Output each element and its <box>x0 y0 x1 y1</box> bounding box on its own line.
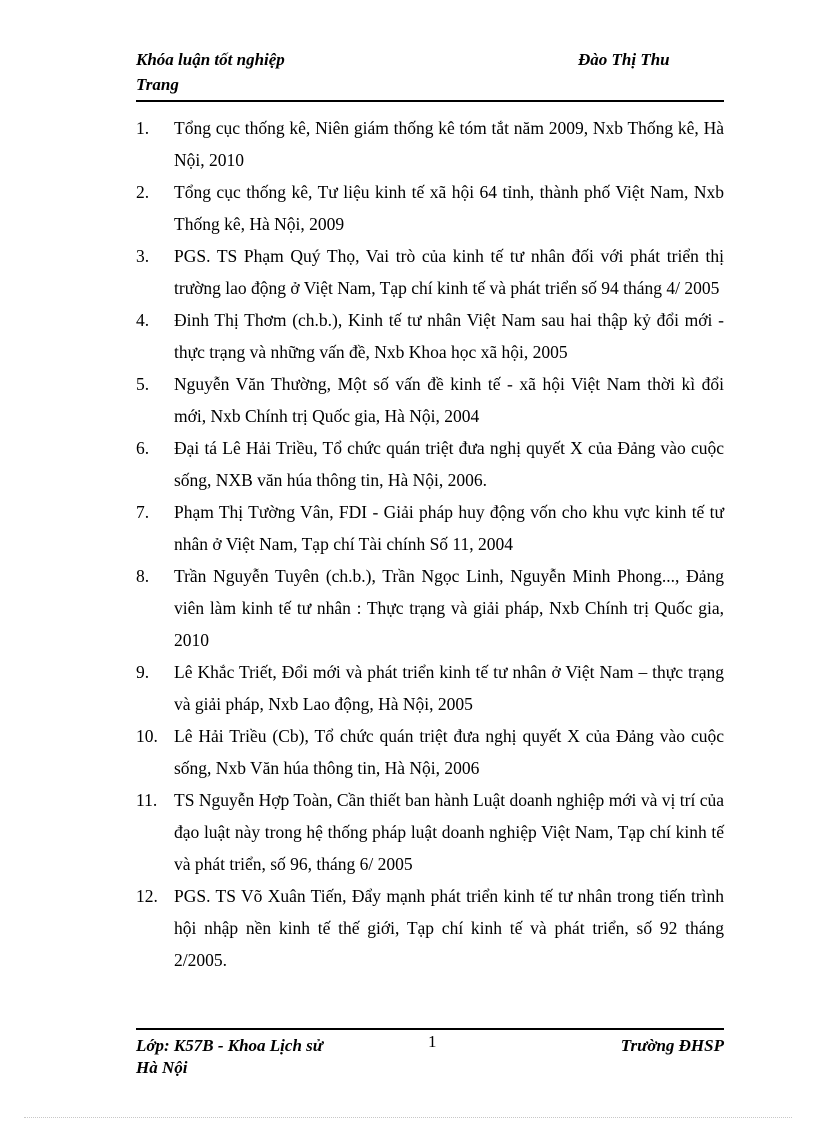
reference-number: 5. <box>136 374 150 394</box>
reference-number: 6. <box>136 438 150 458</box>
reference-text: Nguyễn Văn Thường, Một số vấn đề kinh tế - xã hội Việt Nam thời kì đổi mới, Nxb Chính trị Quốc gia, Hà Nội, 2004 <box>174 374 724 426</box>
reference-number: 8. <box>136 566 150 586</box>
reference-text: PGS. TS Võ Xuân Tiến, Đẩy mạnh phát triển kinh tế tư nhân trong tiến trình hội nhập nền kinh tế thế giới, Tạp chí kinh tế và phát triển, số 92 tháng 2/2005. <box>174 886 724 970</box>
reference-text: Trần Nguyễn Tuyên (ch.b.), Trần Ngọc Linh, Nguyễn Minh Phong..., Đảng viên làm kinh tế tư nhân : Thực trạng và giải pháp, Nxb Chính trị Quốc gia, 2010 <box>174 566 724 650</box>
reference-text: Tổng cục thống kê, Tư liệu kinh tế xã hội 64 tỉnh, thành phố Việt Nam, Nxb Thống kê, Hà Nội, 2009 <box>174 182 724 234</box>
reference-text: Phạm Thị Tường Vân, FDI - Giải pháp huy động vốn cho khu vực kinh tế tư nhân ở Việt Nam, Tạp chí Tài chính Số 11, 2004 <box>174 502 724 554</box>
reference-text: Tổng cục thống kê, Niên giám thống kê tóm tắt năm 2009, Nxb Thống kê, Hà Nội, 2010 <box>174 118 724 170</box>
reference-number: 10. <box>136 726 158 746</box>
reference-text: PGS. TS Phạm Quý Thọ, Vai trò của kinh tế tư nhân đối với phát triển thị trường lao động ở Việt Nam, Tạp chí kinh tế và phát triển số 94 tháng 4/ 2005 <box>174 246 724 298</box>
reference-item <box>136 656 724 720</box>
page-number: 1 <box>428 1032 437 1051</box>
footer-school-label: Trường ĐHSP <box>620 1036 724 1055</box>
reference-item <box>136 720 724 784</box>
reference-item <box>136 432 724 496</box>
footer-city-label: Hà Nội <box>136 1058 188 1077</box>
header-page-label: Trang <box>136 75 179 94</box>
reference-text: TS Nguyễn Hợp Toàn, Cần thiết ban hành Luật doanh nghiệp mới và vị trí của đạo luật này trong hệ thống pháp luật doanh nghiệp Việt Nam, Tạp chí kinh tế và phát triển, số 96, tháng 6/ 2005 <box>174 790 724 874</box>
header-author: Đào Thị Thu <box>578 50 670 69</box>
reference-number: 12. <box>136 886 158 906</box>
header-thesis-label: Khóa luận tốt nghiệp <box>136 50 285 69</box>
reference-text: Lê Khắc Triết, Đổi mới và phát triển kinh tế tư nhân ở Việt Nam – thực trạng và giải pháp, Nxb Lao động, Hà Nội, 2005 <box>174 662 724 714</box>
reference-item <box>136 368 724 432</box>
reference-item <box>136 784 724 880</box>
reference-item <box>136 176 724 240</box>
reference-text: Đại tá Lê Hải Triều, Tổ chức quán triệt đưa nghị quyết X của Đảng vào cuộc sống, NXB văn húa thông tin, Hà Nội, 2006. <box>174 438 724 490</box>
reference-number: 11. <box>136 790 158 810</box>
reference-number: 7. <box>136 502 150 522</box>
reference-number: 9. <box>136 662 150 682</box>
footer-class-label: Lớp: K57B - Khoa Lịch sử <box>136 1036 323 1055</box>
reference-text: Đinh Thị Thơm (ch.b.), Kinh tế tư nhân Việt Nam sau hai thập kỷ đổi mới - thực trạng và những vấn đề, Nxb Khoa học xã hội, 2005 <box>174 310 724 362</box>
reference-number: 1. <box>136 118 150 138</box>
reference-item <box>136 112 724 176</box>
reference-item <box>136 304 724 368</box>
page-footer <box>136 1028 724 1080</box>
reference-item <box>136 240 724 304</box>
reference-number: 3. <box>136 246 150 266</box>
reference-item <box>136 496 724 560</box>
reference-item <box>136 560 724 656</box>
reference-text: Lê Hải Triều (Cb), Tổ chức quán triệt đưa nghị quyết X của Đảng vào cuộc sống, Nxb Văn húa thông tin, Hà Nội, 2006 <box>174 726 724 778</box>
page-edge-divider <box>24 1117 792 1118</box>
reference-list <box>136 112 724 976</box>
page-header <box>136 48 724 102</box>
reference-number: 2. <box>136 182 150 202</box>
reference-number: 4. <box>136 310 150 330</box>
reference-item <box>136 880 724 976</box>
